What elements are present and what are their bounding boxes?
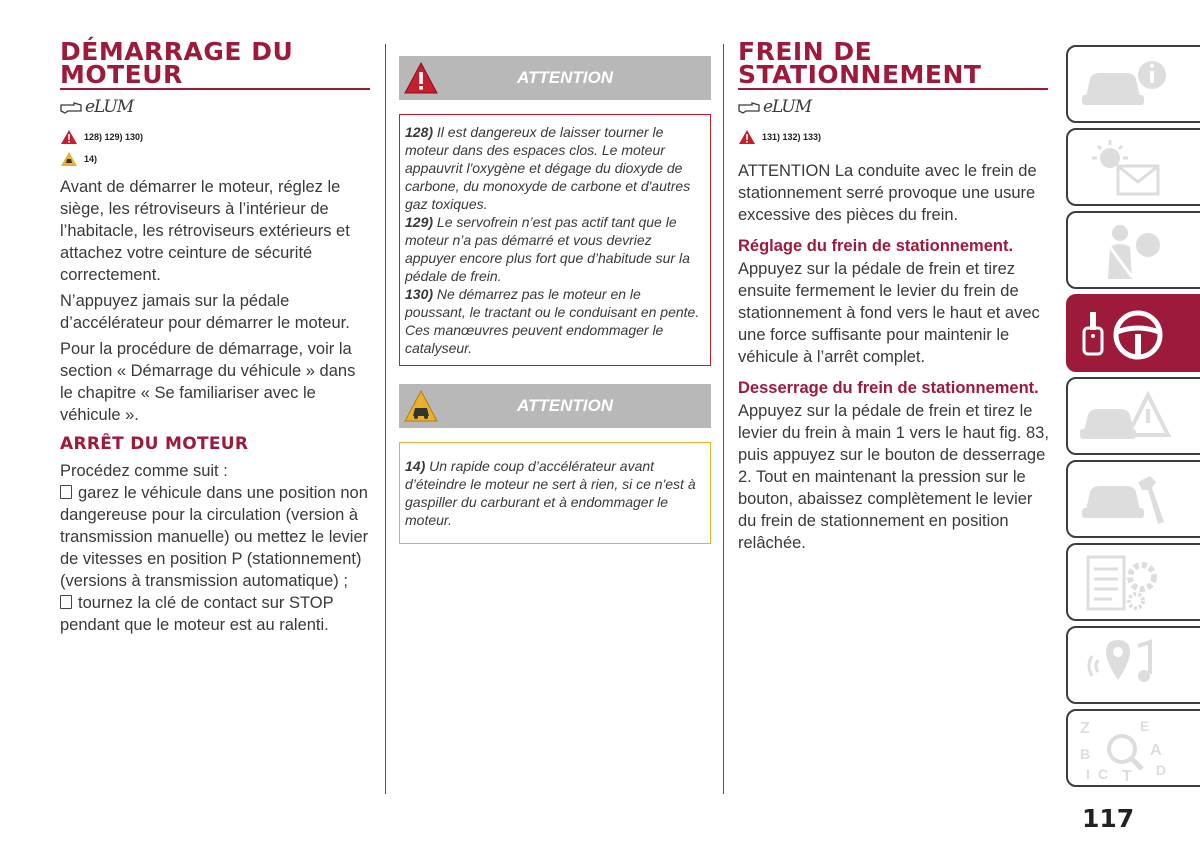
section-title: FREIN DE STATIONNEMENT (738, 40, 1048, 90)
caution-car-icon (402, 387, 440, 425)
svg-text:B: B (1080, 746, 1091, 762)
elum-logo (60, 94, 370, 120)
warning-header-text: ATTENTION (516, 68, 613, 87)
warning-note: 129) Le servofrein n’est pas actif tant que le moteur n’a pas démarré et vous devriez appuyer encore plus fort que d’habitude sur la pédale de frein. (405, 214, 690, 284)
svg-text:C: C (1098, 766, 1109, 781)
checkbox-bullet-icon (60, 485, 72, 499)
warning-refs-text: 131) 132) 133) (762, 132, 822, 142)
multimedia-icon (1076, 634, 1176, 698)
caution-car-icon (60, 151, 78, 167)
car-warning-icon (1076, 385, 1176, 449)
svg-text:E: E (1140, 718, 1150, 734)
caution-box (399, 442, 711, 544)
caution-refs (60, 150, 370, 168)
warning-header (399, 56, 711, 100)
page-number: 117 (1082, 804, 1135, 833)
svg-text:I: I (1086, 766, 1090, 781)
svg-text:A: A (1150, 742, 1162, 759)
key-steering-wheel-icon (1076, 302, 1176, 366)
tab-emergency[interactable] (1066, 377, 1200, 455)
paragraph: Appuyez sur la pédale de frein et tirez ensuite fermement le levier du frein de stationnement à fond vers le haut et avec une force suffisante pour maintenir le véhicule à l’arrêt complet. (738, 260, 1040, 366)
subheading-engine-stop: ARRÊT DU MOTEUR (60, 434, 249, 454)
tab-safety[interactable] (1066, 211, 1200, 289)
subheading-adjust: Réglage du frein de stationnement. (738, 237, 1014, 255)
index-search-icon (1076, 717, 1176, 781)
seatbelt-airbag-icon (1076, 219, 1176, 283)
warning-refs-text: 128) 129) 130) (84, 132, 144, 142)
warning-triangle-icon (60, 129, 78, 145)
car-service-icon (1076, 468, 1176, 532)
svg-text:D: D (1156, 762, 1167, 778)
pointing-hand-icon (60, 99, 84, 115)
caution-note: 14) Un rapide coup d’accélérateur avant d’éteindre le moteur ne sert à rien, si ce n'est à gaspiller du carburant et à endommager le moteur. (405, 458, 696, 528)
elum-brand: eLUM (85, 97, 134, 117)
caution-header (399, 384, 711, 428)
warning-box (399, 114, 711, 366)
elum-logo (738, 94, 1050, 120)
tab-multimedia[interactable] (1066, 626, 1200, 704)
column-divider (385, 44, 386, 794)
warning-note: 128) Il est dangereux de laisser tourner le moteur dans des espaces clos. Le moteur appauvrit l'oxygène et dégage du dioxyde de carbone, du monoxyde de carbone et d'autres gaz toxiques. (405, 124, 691, 212)
subheading-release: Desserrage du frein de stationnement. (738, 379, 1039, 397)
paragraph: ATTENTION La conduite avec le frein de stationnement serré provoque une usure excessive des pièces du frein. (738, 162, 1037, 224)
column-engine-start (60, 37, 370, 640)
caution-refs-text: 14) (84, 154, 98, 164)
tab-lights-messages[interactable] (1066, 128, 1200, 206)
paragraph: N’appuyez jamais sur la pédale d’accélérateur pour démarrer le moteur. (60, 292, 350, 332)
pointing-hand-icon (738, 99, 762, 115)
tab-starting-driving[interactable] (1066, 294, 1200, 372)
warning-triangle-icon (738, 129, 756, 145)
svg-text:Z: Z (1080, 720, 1090, 737)
specs-gears-icon (1076, 551, 1176, 615)
paragraph: Pour la procédure de démarrage, voir la section « Démarrage du véhicule » dans le chapitre « Se familiariser avec le véhicule ». (60, 340, 356, 424)
list-item: garez le véhicule dans une position non dangereuse pour la circulation (version à transmission manuelle) ou mettez le levier de vitesses en position P (stationnement) (versions à transmission automatique) ; (60, 484, 369, 590)
warning-refs (60, 128, 370, 146)
section-title: DÉMARRAGE DU MOTEUR (60, 40, 370, 90)
paragraph: Appuyez sur la pédale de frein et tirez le levier du frein à main 1 vers le haut fig. 83, puis appuyez sur le bouton de desserrage 2. Tout en maintenant la pression sur le bouton, abaissez complètement le levier du frein de stationnement en position relâchée. (738, 402, 1049, 552)
tab-technical-data[interactable] (1066, 543, 1200, 621)
column-parking-brake (738, 37, 1050, 558)
elum-brand: eLUM (763, 97, 812, 117)
tab-index[interactable] (1066, 709, 1200, 787)
caution-header-text: ATTENTION (516, 396, 613, 415)
warning-triangle-icon (402, 59, 440, 97)
warning-note: 130) Ne démarrez pas le moteur en le poussant, le tractant ou le conduisant en pente. Ces manœuvres peuvent endommager le catalyseur. (405, 286, 700, 356)
tab-car-info[interactable] (1066, 45, 1200, 123)
car-info-icon (1076, 53, 1176, 117)
warning-refs (738, 128, 1050, 146)
list-item: tournez la clé de contact sur STOP pendant que le moteur est au ralenti. (60, 594, 334, 634)
column-divider (723, 44, 724, 794)
svg-text:T: T (1122, 768, 1132, 781)
paragraph: Avant de démarrer le moteur, réglez le siège, les rétroviseurs à l’intérieur de l’habitacle, les rétroviseurs extérieurs et attachez votre ceinture de sécurité correctement. (60, 178, 350, 284)
checkbox-bullet-icon (60, 595, 72, 609)
intro: Procédez comme suit : (60, 462, 228, 480)
lights-message-icon (1076, 136, 1176, 200)
column-warnings (399, 56, 711, 544)
tab-maintenance[interactable] (1066, 460, 1200, 538)
